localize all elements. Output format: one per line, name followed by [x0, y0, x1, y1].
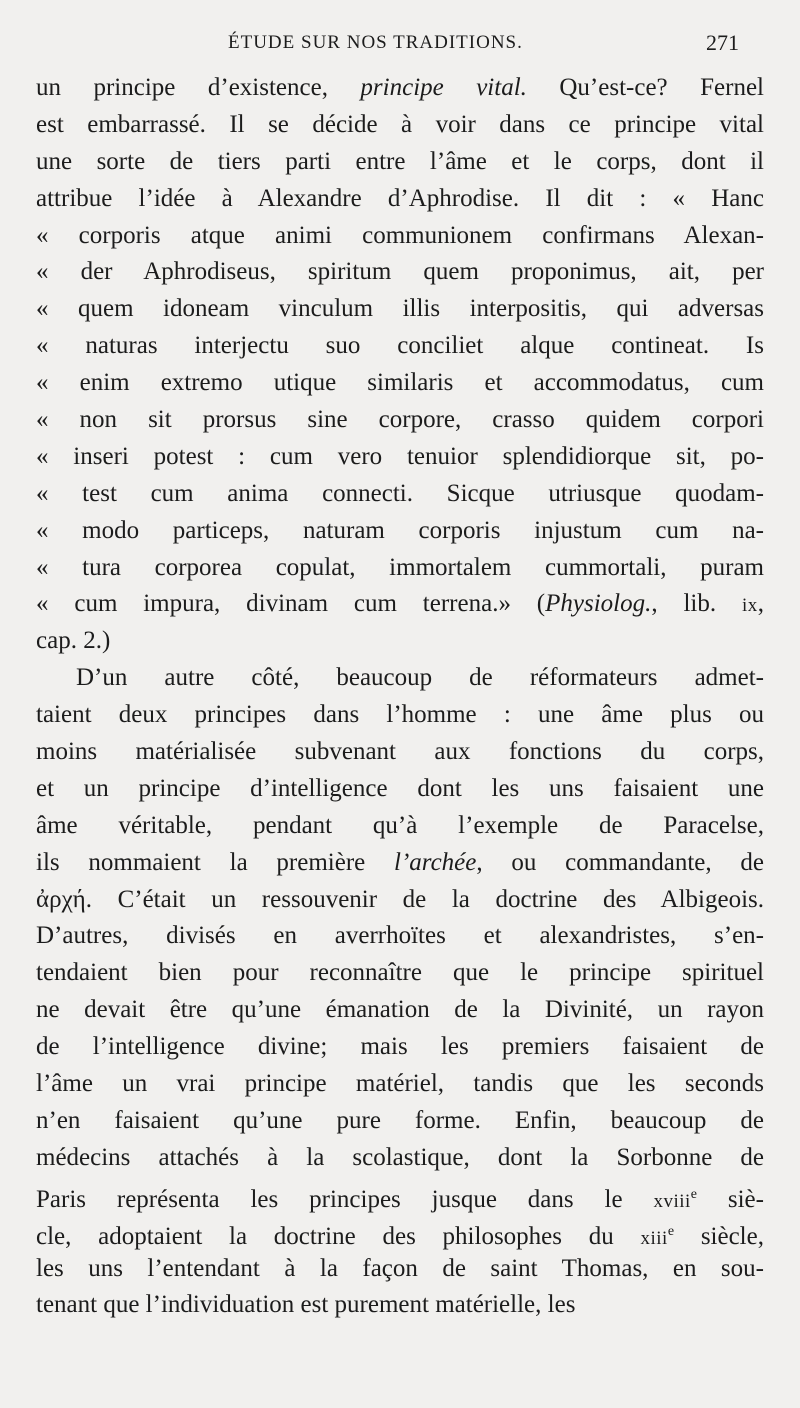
text-run: tenant que l’individuation est purement matérielle, les [36, 1291, 576, 1319]
italic-run: principe vital. [360, 74, 527, 101]
text-line [36, 365, 764, 402]
text-run: cap. 2.) [36, 627, 111, 655]
text-run: et un principe d’intelligence dont les uns faisaient une [36, 774, 764, 802]
text-line [36, 1214, 764, 1251]
roman-numeral: ix [741, 595, 758, 617]
text-run: âme véritable, pendant qu’à l’exemple de Paracelse, [36, 811, 764, 839]
text-line [36, 1177, 764, 1214]
text-run: , ou commandante, de [476, 848, 764, 876]
text-run: est embarrassé. Il se décide à voir dans ce principe vital [36, 110, 764, 138]
text-run: Qu’est-ce? Fernel [526, 74, 764, 101]
text-line [36, 1140, 764, 1177]
text-run: « der Aphrodiseus, spiritum quem proponimus, ait, per [36, 258, 764, 286]
text-line [36, 218, 764, 255]
text-run: les uns l’entendant à la façon de saint Thomas, en sou- [36, 1254, 764, 1282]
text-run: ἀρχή. C’était un ressouvenir de la doctrine des Albigeois. [36, 885, 764, 913]
text-line [36, 181, 764, 218]
text-run: « naturas interjectu suo conciliet alque contineat. Is [36, 332, 764, 360]
text-run: « inseri potest : cum vero tenuior splendidiorque sit, po- [36, 442, 764, 470]
superscript: e [690, 1186, 697, 1202]
text-line [36, 1287, 764, 1324]
text-line [36, 955, 764, 992]
text-run: D’un autre côté, beaucoup de réformateurs admet- [76, 664, 764, 692]
text-run: attribue l’idée à Alexandre d’Aphrodise. Il dit : « Hanc [36, 184, 764, 212]
text-run: « test cum anima connecti. Sicque utriusque quodam- [36, 479, 764, 507]
text-line [36, 918, 764, 955]
roman-numeral: xiii [640, 1227, 668, 1249]
text-line [36, 513, 764, 550]
text-line [36, 771, 764, 808]
text-line [36, 882, 764, 919]
text-run: « modo particeps, naturam corporis injustum cum na- [36, 516, 764, 544]
text-run: l’âme un vrai principe matériel, tandis que les seconds [36, 1070, 764, 1098]
text-run: n’en faisaient qu’une pure forme. Enfin, beaucoup de [36, 1106, 764, 1134]
italic-run: Physiolog. [545, 590, 652, 618]
text-line [36, 70, 764, 107]
text-run: siè- [697, 1185, 764, 1213]
text-line [36, 992, 764, 1029]
text-line [36, 144, 764, 181]
text-line [36, 291, 764, 328]
text-line [36, 1251, 764, 1288]
text-run: cle, adoptaient la doctrine des philosophes du [36, 1222, 641, 1250]
text-run: tendaient bien pour reconnaître que le principe spirituel [36, 959, 764, 987]
text-line [36, 550, 764, 587]
text-line [36, 808, 764, 845]
text-line [36, 734, 764, 771]
text-line [36, 845, 764, 882]
text-run: Paris représenta les principes jusque dans le [36, 1185, 654, 1213]
text-run: « enim extremo utique similaris et accommodatus, cum [36, 369, 764, 397]
running-head [0, 30, 800, 60]
text-run: médecins attachés à la scolastique, dont la Sorbonne de [36, 1143, 764, 1171]
text-run: ne devait être qu’une émanation de la Divinité, un rayon [36, 996, 764, 1024]
roman-numeral: xviii [653, 1190, 691, 1212]
page-number: 271 [706, 30, 739, 55]
text-line [36, 1066, 764, 1103]
text-line [36, 623, 764, 660]
text-run: un principe d’existence, [36, 74, 361, 101]
text-run: « tura corporea copulat, immortalem cummortali, puram [36, 553, 764, 581]
text-run: « non sit prorsus sine corpore, crasso quidem corpori [36, 406, 764, 434]
text-run: taient deux principes dans l’homme : une âme plus ou [36, 701, 764, 729]
text-run: , [757, 590, 764, 618]
text-run: de l’intelligence divine; mais les premiers faisaient de [36, 1033, 764, 1061]
text-line [36, 402, 764, 439]
text-line [36, 1103, 764, 1140]
text-run: « quem idoneam vinculum illis interpositis, qui adversas [36, 295, 764, 323]
superscript: e [667, 1223, 675, 1239]
text-run: « corporis atque animi communionem confirmans Alexan- [36, 221, 764, 249]
text-run: , lib. [651, 590, 742, 618]
running-head-title: ÉTUDE SUR NOS TRADITIONS. [228, 32, 523, 53]
text-line [36, 439, 764, 476]
text-run: « cum impura, divinam cum terrena.» ( [36, 590, 546, 618]
text-run: D’autres, divisés en averrhoïtes et alexandristes, s’en- [36, 922, 764, 950]
body-text [36, 70, 764, 1324]
text-run: moins matérialisée subvenant aux fonctions du corps, [36, 738, 764, 766]
text-line [36, 697, 764, 734]
text-line [36, 660, 764, 697]
text-run: siècle, [674, 1222, 764, 1250]
text-run: ils nommaient la première [36, 848, 395, 876]
text-line [36, 107, 764, 144]
text-run: une sorte de tiers parti entre l’âme et le corps, dont il [36, 147, 764, 175]
text-line [36, 1029, 764, 1066]
text-line [36, 586, 764, 623]
text-line [36, 476, 764, 513]
text-line [36, 254, 764, 291]
italic-run: l’archée [394, 848, 477, 876]
text-line [36, 328, 764, 365]
